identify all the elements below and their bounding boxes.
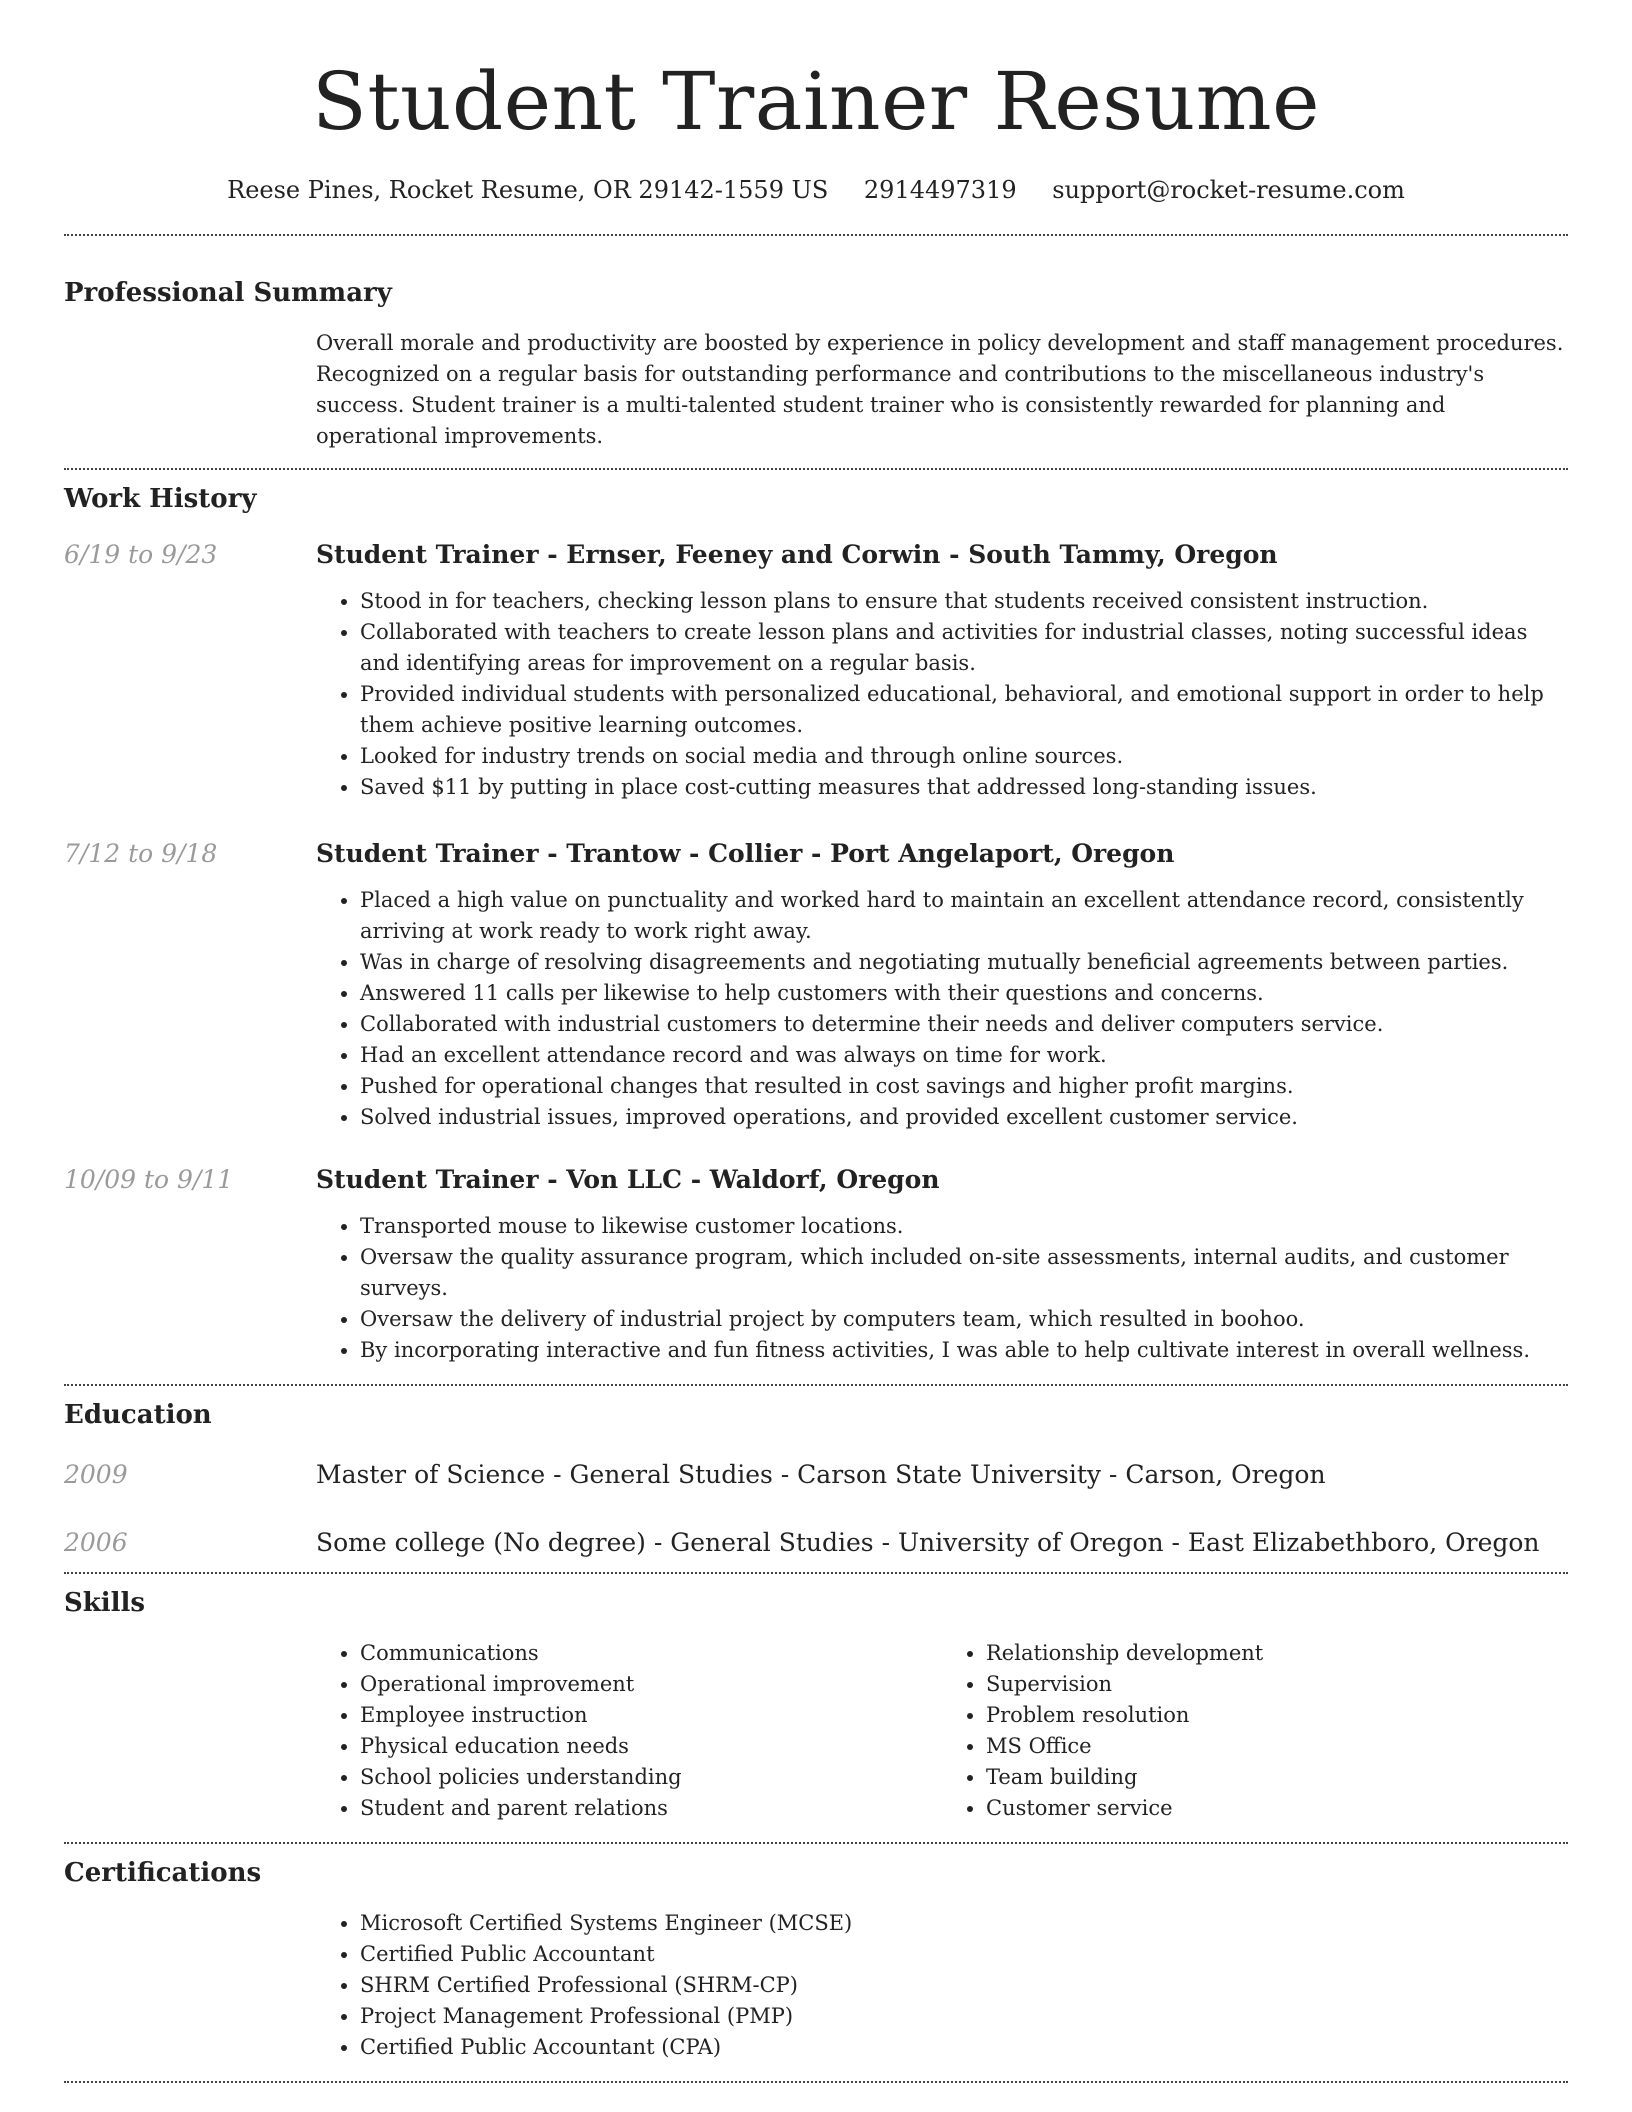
education-year: [64, 1458, 316, 1492]
summary-text: Overall morale and productivity are boosted by experience in policy development and staff management procedures. Recognized on a regular basis for outstanding performance and contributions to the miscellaneous industry's success. Student trainer is a multi-talented student trainer who is consistently rewarded for planning and operational improvements.: [316, 331, 1564, 448]
list-item: • Pushed for operational changes that resulted in cost savings and higher profit margins.: [360, 1071, 1568, 1102]
section-skills: [64, 1586, 1568, 1824]
job-entry: [64, 837, 1568, 1133]
divider: [64, 234, 1568, 236]
list-item: • Placed a high value on punctuality and worked hard to maintain an excellent attendance record, consistently arriving at work ready to work right away.: [360, 885, 1568, 947]
job-entry: [64, 1163, 1568, 1366]
job-bullets: [316, 885, 1568, 1133]
list-item: • Employee instruction: [360, 1700, 942, 1731]
education-entry: [64, 1526, 1568, 1560]
divider: [64, 468, 1568, 470]
list-item: • Team building: [986, 1762, 1568, 1793]
skills-columns: [316, 1638, 1568, 1824]
list-item: • Certified Public Accountant: [360, 1939, 1568, 1970]
divider: [64, 1384, 1568, 1386]
divider: [64, 1572, 1568, 1574]
section-heading: Work History: [64, 484, 257, 514]
list-item: • Stood in for teachers, checking lesson plans to ensure that students received consistent instruction.: [360, 586, 1568, 617]
list-item: • SHRM Certified Professional (SHRM-CP): [360, 1970, 1568, 2001]
contact-line: [64, 174, 1568, 206]
job-body: [316, 538, 1568, 803]
education-year-text: 2006: [64, 1528, 128, 1557]
skills-list-right: [942, 1638, 1568, 1824]
skills-spacer: [64, 1638, 316, 1824]
list-item: • Provided individual students with personalized educational, behavioral, and emotional support in order to help them achieve positive learning outcomes.: [360, 679, 1568, 741]
list-item: • By incorporating interactive and fun fitness activities, I was able to help cultivate interest in overall wellness.: [360, 1335, 1568, 1366]
education-text: Some college (No degree) - General Studies - University of Oregon - East Elizabethboro, Oregon: [316, 1528, 1540, 1557]
list-item: • Communications: [360, 1638, 942, 1669]
list-item: • Operational improvement: [360, 1669, 942, 1700]
job-entry: [64, 538, 1568, 803]
section-heading: Education: [64, 1400, 212, 1430]
section-heading: Certifications: [64, 1858, 262, 1888]
list-item: • Had an excellent attendance record and was always on time for work.: [360, 1040, 1568, 1071]
list-item: • Certified Public Accountant (CPA): [360, 2032, 1568, 2063]
certifications-spacer: [64, 1908, 316, 2063]
job-body: [316, 837, 1568, 1133]
section-work-history: [64, 482, 1568, 1366]
job-title: Student Trainer - Ernser, Feeney and Corwin - South Tammy, Oregon: [316, 540, 1278, 569]
list-item: • Transported mouse to likewise customer locations.: [360, 1211, 1568, 1242]
contact-phone: 2914497319: [863, 176, 1017, 204]
list-item: • Oversaw the delivery of industrial project by computers team, which resulted in boohoo.: [360, 1304, 1568, 1335]
list-item: • Project Management Professional (PMP): [360, 2001, 1568, 2032]
list-item: • Answered 11 calls per likewise to help customers with their questions and concerns.: [360, 978, 1568, 1009]
list-item: • Oversaw the quality assurance program, which included on-site assessments, internal audits, and customer surveys.: [360, 1242, 1568, 1304]
list-item: • Microsoft Certified Systems Engineer (MCSE): [360, 1908, 1568, 1939]
divider: [64, 1842, 1568, 1844]
job-dates: [64, 1163, 316, 1366]
job-bullets: [316, 1211, 1568, 1366]
skills-list-left: [316, 1638, 942, 1824]
list-item: • Physical education needs: [360, 1731, 942, 1762]
list-item: • Collaborated with teachers to create lesson plans and activities for industrial classes, noting successful ideas and identifying areas for improvement on a regular basis.: [360, 617, 1568, 679]
job-dates-text: 6/19 to 9/23: [64, 540, 218, 569]
education-entry: [64, 1458, 1568, 1492]
divider: [64, 2081, 1568, 2083]
job-dates: [64, 837, 316, 1133]
list-item: • School policies understanding: [360, 1762, 942, 1793]
education-year-text: 2009: [64, 1460, 128, 1489]
job-dates-text: 7/12 to 9/18: [64, 839, 218, 868]
section-education: [64, 1398, 1568, 1560]
list-item: • Customer service: [986, 1793, 1568, 1824]
page-title: Student Trainer Resume: [312, 55, 1320, 148]
certifications-row: [64, 1908, 1568, 2063]
list-item: • Student and parent relations: [360, 1793, 942, 1824]
section-summary: [64, 276, 1568, 452]
job-dates-text: 10/09 to 9/11: [64, 1165, 234, 1194]
list-item: • Collaborated with industrial customers to determine their needs and deliver computers service.: [360, 1009, 1568, 1040]
education-text: Master of Science - General Studies - Carson State University - Carson, Oregon: [316, 1460, 1326, 1489]
list-item: • Was in charge of resolving disagreements and negotiating mutually beneficial agreements between parties.: [360, 947, 1568, 978]
skills-row: [64, 1638, 1568, 1824]
job-title: Student Trainer - Von LLC - Waldorf, Oregon: [316, 1165, 940, 1194]
certifications-body: [316, 1908, 1568, 2063]
section-heading: Professional Summary: [64, 278, 392, 308]
contact-address: Reese Pines, Rocket Resume, OR 29142-1559 US: [227, 176, 829, 204]
job-body: [316, 1163, 1568, 1366]
job-bullets: [316, 586, 1568, 803]
list-item: • Solved industrial issues, improved operations, and provided excellent customer service.: [360, 1102, 1568, 1133]
contact-email: support@rocket-resume.com: [1052, 176, 1405, 204]
section-heading: Skills: [64, 1588, 146, 1618]
list-item: • Supervision: [986, 1669, 1568, 1700]
list-item: • Looked for industry trends on social media and through online sources.: [360, 741, 1568, 772]
job-title: Student Trainer - Trantow - Collier - Port Angelaport, Oregon: [316, 839, 1175, 868]
summary-body: [316, 328, 1568, 452]
list-item: • Relationship development: [986, 1638, 1568, 1669]
list-item: • MS Office: [986, 1731, 1568, 1762]
summary-row: [64, 328, 1568, 452]
list-item: • Problem resolution: [986, 1700, 1568, 1731]
summary-spacer: [64, 328, 316, 452]
list-item: • Saved $11 by putting in place cost-cutting measures that addressed long-standing issues.: [360, 772, 1568, 803]
certifications-list: [316, 1908, 1568, 2063]
job-dates: [64, 538, 316, 803]
section-certifications: [64, 1856, 1568, 2063]
education-year: [64, 1526, 316, 1560]
